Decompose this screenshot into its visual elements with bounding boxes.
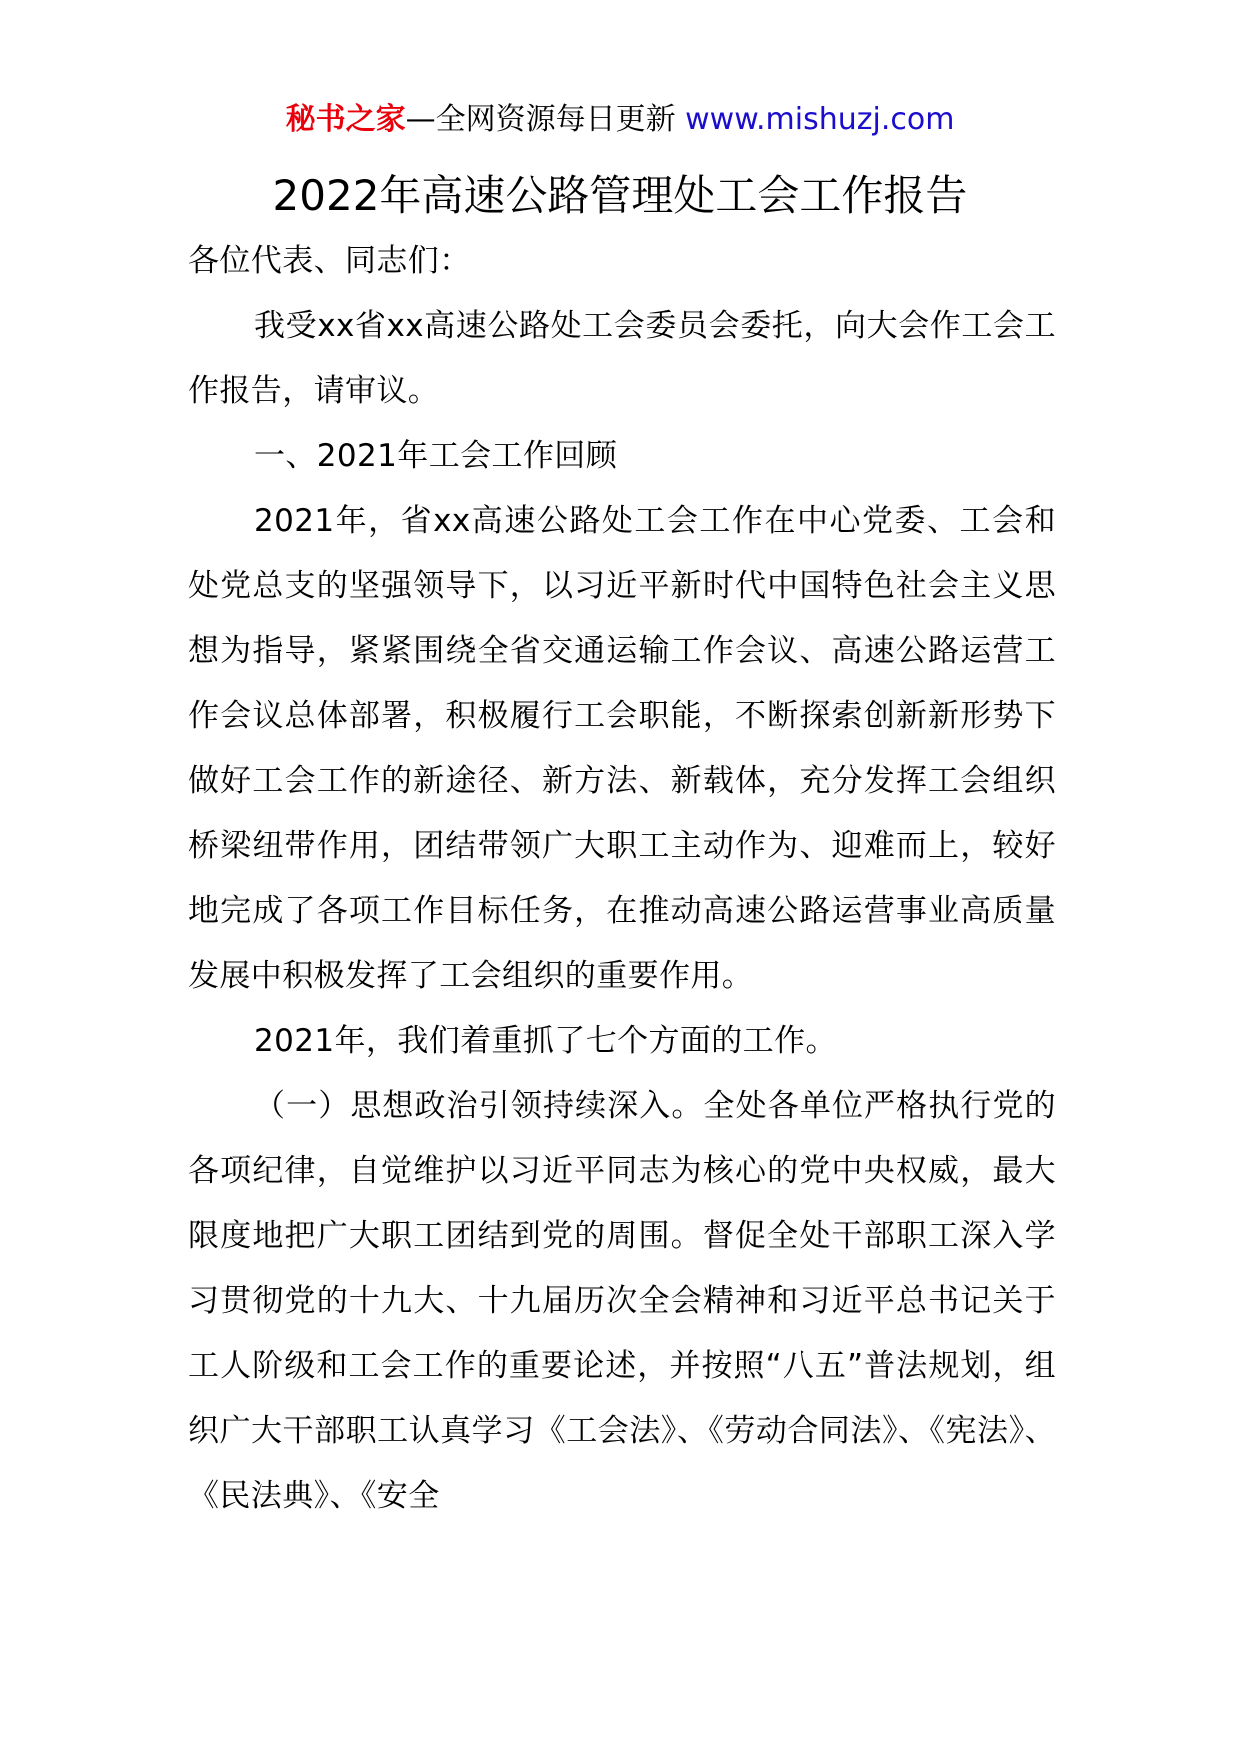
section-heading: 一、2021年工会工作回顾 — [254, 438, 618, 474]
paragraph-item-1: （一）思想政治引领持续深入。全处各单位严格执行党的各项纪律，自觉维护以习近平同志为核心的党中央权威，最大限度地把广大职工团结到党的周围。督促全处干部职工深入学习贯彻党的十九大、十九届历次全会精神和习近平总书记关于工人阶级和工会工作的重要论述，并按照“八五”普法规划，组织广大干部职工认真学习《工会法》、《劳动合同法》、《宪法》、《民法典》、《安全 — [188, 1088, 1056, 1514]
header-slogan: —全网资源每日更新 — [405, 102, 676, 137]
paragraph-intro: 我受xx省xx高速公路处工会委员会委托，向大会作工会工作报告，请审议。 — [188, 308, 1056, 409]
salutation: 各位代表、同志们： — [188, 243, 471, 279]
brand-name: 秘书之家 — [285, 102, 406, 137]
document-body — [188, 229, 1056, 1529]
site-header — [0, 100, 1240, 140]
paragraph-summary: 2021年，我们着重抓了七个方面的工作。 — [254, 1023, 837, 1059]
paragraph-review: 2021年，省xx高速公路处工会工作在中心党委、工会和处党总支的坚强领导下，以习近平新时代中国特色社会主义思想为指导，紧紧围绕全省交通运输工作会议、高速公路运营工作会议总体部署，积极履行工会职能，不断探索创新新形势下做好工会工作的新途径、新方法、新载体，充分发挥工会组织桥梁纽带作用，团结带领广大职工主动作为、迎难而上，较好地完成了各项工作目标任务，在推动高速公路运营事业高质量发展中积极发挥了工会组织的重要作用。 — [188, 503, 1056, 994]
document-title: 2022年高速公路管理处工会工作报告 — [272, 171, 968, 220]
site-url-link[interactable]: www.mishuzj.com — [685, 102, 955, 137]
